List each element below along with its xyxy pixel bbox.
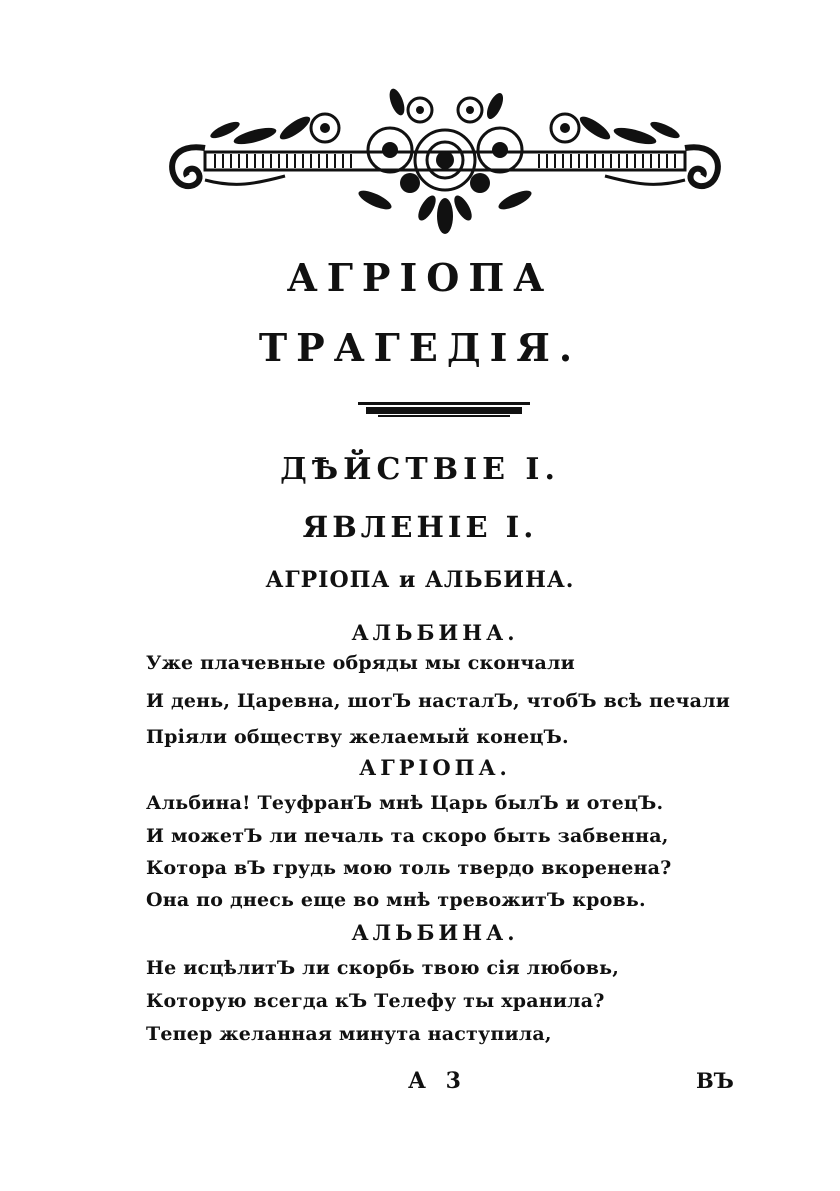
signature-mark: А 3: [408, 1068, 467, 1094]
verse-line: Уже плачевные обряды мы скончали: [146, 652, 575, 674]
verse-line: Котора вЪ грудь мою толь твердо вкоренена?: [146, 857, 672, 879]
catchword: ВЪ: [696, 1068, 734, 1093]
speaker-name: АЛЬБИНА.: [351, 620, 519, 645]
title-genre: ТРАГЕДІЯ.: [258, 325, 582, 370]
verse-line: Не исцѣлитЪ ли скорбь твою сія любовь,: [146, 957, 620, 979]
decorative-rule: [358, 402, 530, 418]
speaker-name: АГРІОПА.: [359, 755, 511, 780]
scene-heading: ЯВЛЕНІЕ I.: [302, 510, 538, 544]
verse-line: И день, Царевна, шотЪ насталЪ, чтобЪ всѣ печали: [146, 690, 731, 712]
verse-line: Которую всегда кЪ Телефу ты хранила?: [146, 990, 605, 1012]
title-name: АГРІОПА: [286, 255, 554, 300]
verse-line: Пріяли обществу желаемый конецЪ.: [146, 726, 569, 748]
verse-line: И можетЪ ли печаль та скоро быть забвенна,: [146, 825, 669, 847]
verse-line: Тепер желанная минута наступила,: [146, 1023, 552, 1045]
floral-headpiece-ornament: [165, 88, 725, 238]
speaker-name: АЛЬБИНА.: [351, 920, 519, 945]
verse-line: Альбина! ТеуфранЪ мнѣ Царь былЪ и отецЪ.: [146, 792, 664, 814]
dramatis-personae: АГРІОПА и АЛЬБИНА.: [265, 567, 575, 593]
act-heading: ДѢЙСТВІЕ I.: [280, 452, 560, 487]
verse-line: Она по днесь еще во мнѣ тревожитЪ кровь.: [146, 889, 646, 911]
